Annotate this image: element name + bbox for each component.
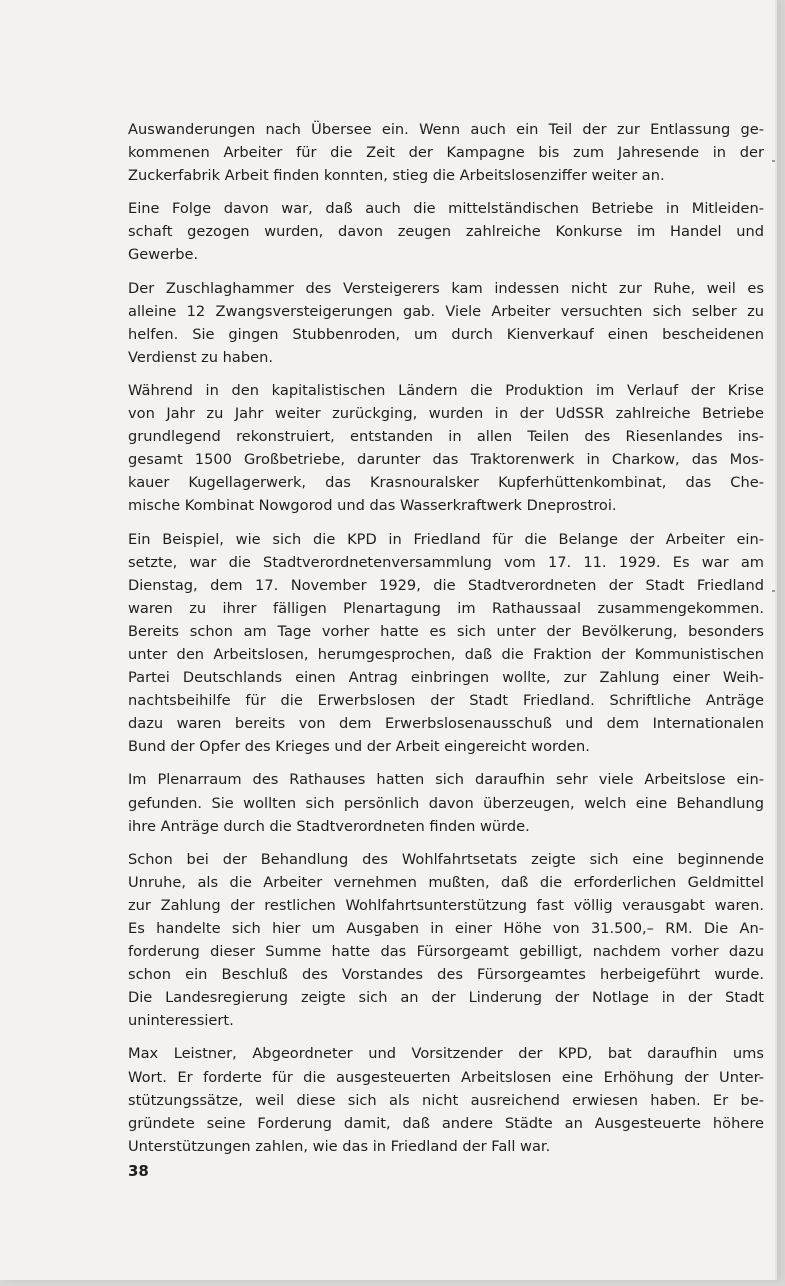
text-line: Verdienst zu haben. xyxy=(128,348,273,366)
text-line: forderung dieser Summe hatte das Fürsorgeamt gebilligt, nachdem vorher dazu xyxy=(128,943,764,961)
text-line: Bund der Opfer des Krieges und der Arbeit eingereicht worden. xyxy=(128,738,590,756)
text-line: Der Zuschlaghammer des Versteigerers kam indessen nicht zur Ruhe, weil es xyxy=(128,279,764,297)
text-line: Ein Beispiel, wie sich die KPD in Friedland für die Belange der Arbeiter ein- xyxy=(128,530,764,548)
text-line: Es handelte sich hier um Ausgaben in einer Höhe von 31.500,– RM. Die An- xyxy=(128,920,764,937)
text-line: uninteressiert. xyxy=(128,1012,234,1030)
text-line: Partei Deutschlands einen Antrag einbringen wollte, zur Zahlung einer Weih- xyxy=(128,669,764,687)
text-line: von Jahr zu Jahr weiter zurückging, wurden in der UdSSR zahlreiche Betriebe xyxy=(128,405,764,423)
paragraph xyxy=(128,528,764,759)
text-line: schon ein Beschluß des Vorstandes des Fürsorgeamtes herbeigeführt wurde. xyxy=(128,966,764,984)
text-line: kommenen Arbeiter für die Zeit der Kampagne bis zum Jahresende in der xyxy=(128,144,764,162)
text-line: helfen. Sie gingen Stubbenroden, um durch Kienverkauf einen bescheidenen xyxy=(128,325,764,343)
body-text xyxy=(128,118,764,1168)
text-line: Bereits schon am Tage vorher hatte es sich unter der Bevölkerung, besonders xyxy=(128,622,764,640)
paragraph xyxy=(128,379,764,518)
text-line: schaft gezogen wurden, davon zeugen zahlreiche Konkurse im Handel und xyxy=(128,223,764,241)
text-line: ihre Anträge durch die Stadtverordneten finden würde. xyxy=(128,817,530,835)
text-line: gesamt 1500 Großbetriebe, darunter das Traktorenwerk in Charkow, das Mos- xyxy=(128,451,764,469)
text-line: dazu waren bereits von dem Erwerbslosenausschuß und dem Internationalen xyxy=(128,715,764,733)
page-number: 38 xyxy=(128,1162,149,1180)
text-line: unter den Arbeitslosen, herumgesprochen, daß die Fraktion der Kommunistischen xyxy=(128,645,764,663)
text-line: Unruhe, als die Arbeiter vernehmen mußten, daß die erforderlichen Geldmittel xyxy=(128,873,764,891)
text-line: gefunden. Sie wollten sich persönlich davon überzeugen, welch eine Behandlung xyxy=(128,794,764,812)
text-line: alleine 12 Zwangsversteigerungen gab. Viele Arbeiter versuchten sich selber zu xyxy=(128,302,764,320)
paragraph xyxy=(128,768,764,837)
text-line: Zuckerfabrik Arbeit finden konnten, stieg die Arbeitslosenziffer weiter an. xyxy=(128,167,665,185)
text-line: Schon bei der Behandlung des Wohlfahrtsetats zeigte sich eine beginnende xyxy=(128,850,764,868)
paragraph xyxy=(128,848,764,1033)
text-line: zur Zahlung der restlichen Wohlfahrtsunterstützung fast völlig verausgabt waren. xyxy=(128,896,764,914)
text-line: grundlegend rekonstruiert, entstanden in allen Teilen des Riesenlandes ins- xyxy=(128,428,764,446)
text-line: Auswanderungen nach Übersee ein. Wenn auch ein Teil der zur Entlassung ge- xyxy=(128,121,764,138)
text-line: Eine Folge davon war, daß auch die mittelständischen Betriebe in Mitleiden- xyxy=(128,200,764,218)
paragraph xyxy=(128,118,764,187)
paragraph xyxy=(128,277,764,369)
text-line: Die Landesregierung zeigte sich an der Linderung der Notlage in der Stadt xyxy=(128,989,764,1007)
text-line: waren zu ihrer fälligen Plenartagung im Rathaussaal zusammengekommen. xyxy=(128,599,764,617)
text-line: Dienstag, dem 17. November 1929, die Stadtverordneten der Stadt Friedland xyxy=(128,576,764,594)
scan-edge-mark xyxy=(772,590,775,592)
text-line: stützungssätze, weil diese sich als nicht ausreichend erwiesen haben. Er be- xyxy=(128,1091,764,1109)
text-line: Gewerbe. xyxy=(128,246,199,264)
text-line: Während in den kapitalistischen Ländern die Produktion im Verlauf der Krise xyxy=(128,381,764,399)
paragraph xyxy=(128,197,764,266)
text-line: Max Leistner, Abgeordneter und Vorsitzender der KPD, bat daraufhin ums xyxy=(128,1045,764,1063)
text-line: Unterstützungen zahlen, wie das in Friedland der Fall war. xyxy=(128,1137,551,1155)
text-line: Wort. Er forderte für die ausgesteuerten Arbeitslosen eine Erhöhung der Unter- xyxy=(128,1068,764,1086)
text-line: Im Plenarraum des Rathauses hatten sich daraufhin sehr viele Arbeitslose ein- xyxy=(128,771,764,789)
text-line: mische Kombinat Nowgorod und das Wasserkraftwerk Dneprostroi. xyxy=(128,497,617,515)
text-line: kauer Kugellagerwerk, das Krasnouralsker Kupferhüttenkombinat, das Che- xyxy=(128,474,764,492)
text-line: setzte, war die Stadtverordnetenversammlung vom 17. 11. 1929. Es war am xyxy=(128,553,764,571)
text-line: gründete seine Forderung damit, daß andere Städte an Ausgesteuerte höhere xyxy=(128,1114,764,1132)
scan-edge-mark xyxy=(772,160,775,162)
paragraph xyxy=(128,1042,764,1157)
text-line: nachtsbeihilfe für die Erwerbslosen der Stadt Friedland. Schriftliche Anträge xyxy=(128,692,764,710)
